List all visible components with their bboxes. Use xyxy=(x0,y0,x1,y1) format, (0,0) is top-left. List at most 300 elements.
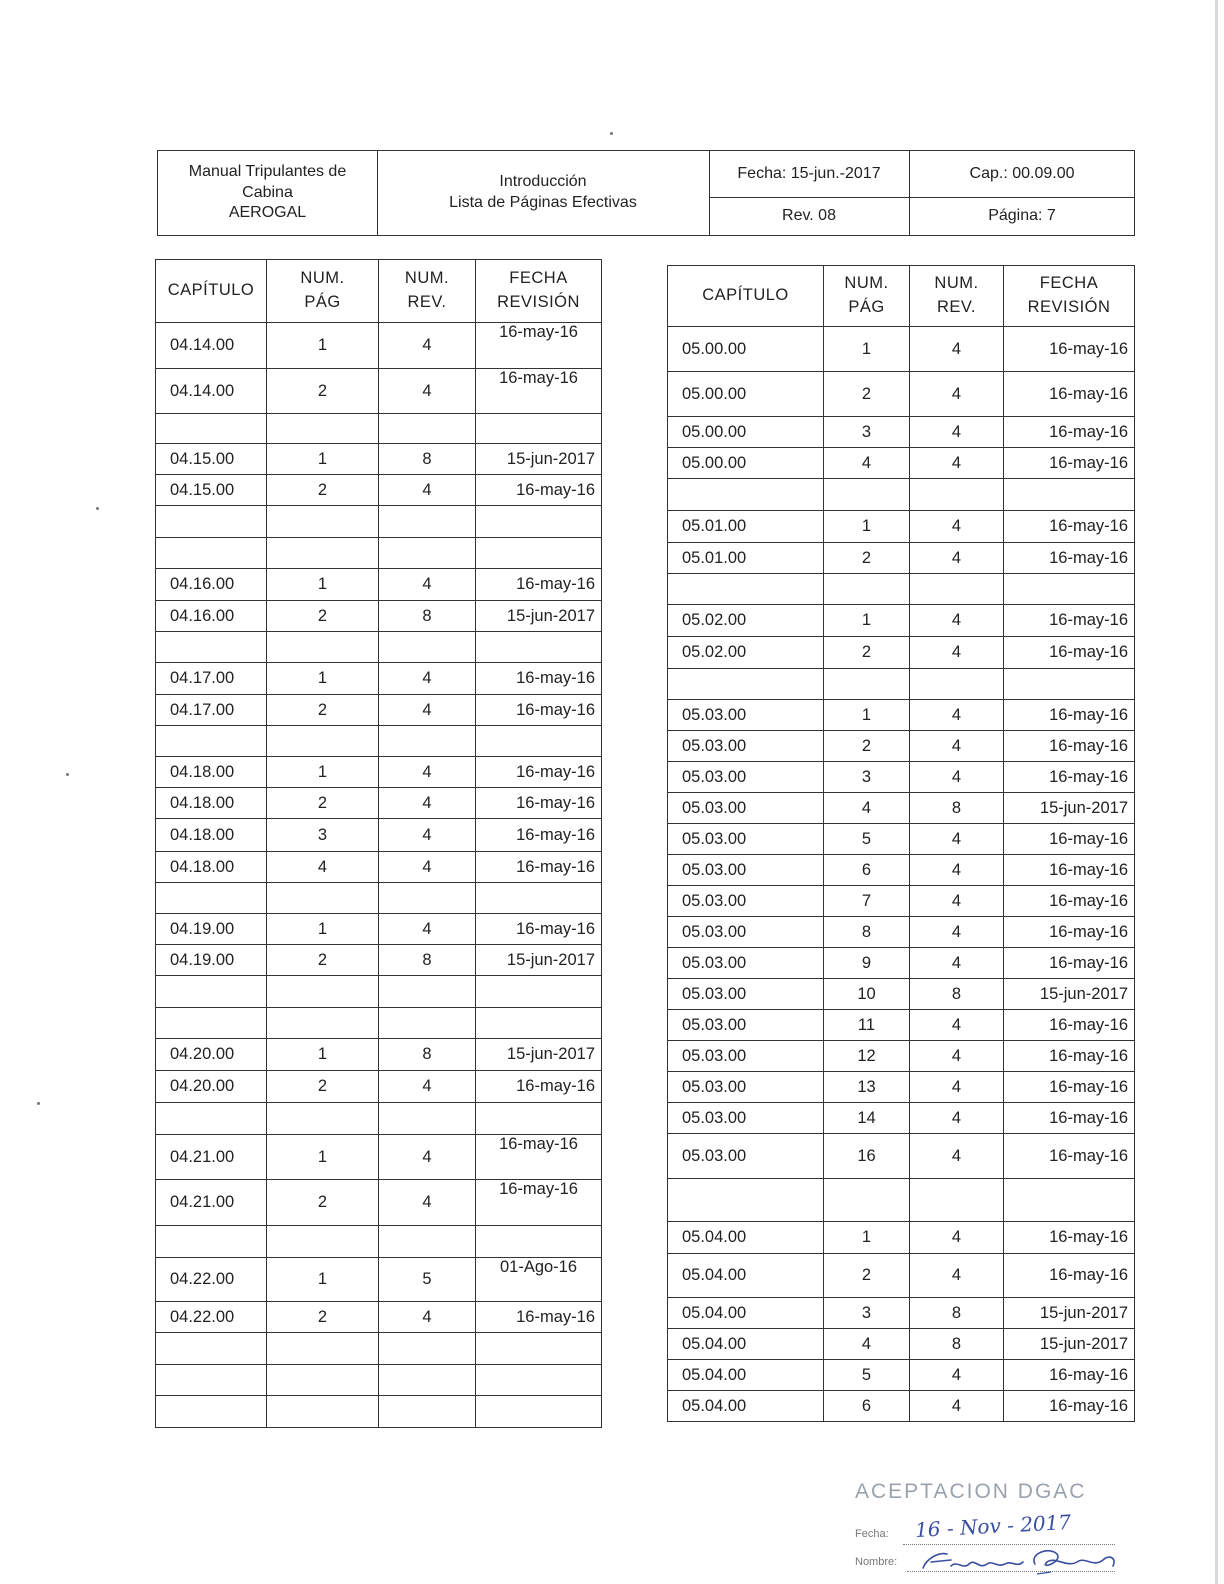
dgac-acceptance-stamp xyxy=(855,1480,1125,1580)
num-pag-cell xyxy=(267,506,379,538)
fecha-revision-cell: 16-may-16 xyxy=(476,1180,602,1226)
capitulo-cell: 04.19.00 xyxy=(156,945,267,976)
num-rev-cell xyxy=(379,1333,476,1365)
capitulo-cell xyxy=(668,669,824,700)
capitulo-cell: 05.04.00 xyxy=(668,1329,824,1360)
column-header-label: NUM. xyxy=(844,274,889,293)
scan-speck xyxy=(96,507,99,510)
capitulo-cell: 05.04.00 xyxy=(668,1254,824,1298)
num-pag-cell: 2 xyxy=(267,1180,379,1226)
table-row xyxy=(156,883,602,914)
column-header-label: REV. xyxy=(407,293,447,311)
num-pag-cell: 3 xyxy=(824,417,910,448)
num-rev-cell: 4 xyxy=(910,1360,1004,1391)
column-header-fecha-revision xyxy=(476,260,602,323)
num-rev-cell: 5 xyxy=(379,1258,476,1302)
capitulo-cell: 05.03.00 xyxy=(668,1072,824,1103)
num-pag-cell: 10 xyxy=(824,979,910,1010)
scan-speck xyxy=(37,1102,40,1105)
column-header-label: REVISIÓN xyxy=(1027,298,1111,316)
capitulo-cell: 05.04.00 xyxy=(668,1360,824,1391)
capitulo-cell xyxy=(156,1365,267,1396)
fecha-revision-cell: 16-may-16 xyxy=(1004,327,1135,372)
capitulo-cell xyxy=(156,1396,267,1428)
capitulo-cell: 05.03.00 xyxy=(668,762,824,793)
capitulo-cell xyxy=(156,538,267,569)
table-row xyxy=(156,663,602,695)
fecha-revision-cell xyxy=(476,1008,602,1039)
num-pag-cell: 4 xyxy=(824,793,910,824)
fecha-revision-cell: 16-may-16 xyxy=(476,1071,602,1103)
num-pag-cell xyxy=(267,1333,379,1365)
table-row xyxy=(668,700,1135,731)
table-row xyxy=(668,855,1135,886)
num-rev-cell xyxy=(379,538,476,569)
capitulo-cell: 04.18.00 xyxy=(156,788,267,819)
table-row xyxy=(156,475,602,506)
capitulo-cell: 04.22.00 xyxy=(156,1258,267,1302)
capitulo-cell: 04.16.00 xyxy=(156,601,267,632)
column-header-capitulo xyxy=(668,266,824,327)
capitulo-cell: 04.21.00 xyxy=(156,1135,267,1180)
num-pag-cell xyxy=(267,726,379,757)
num-rev-cell: 4 xyxy=(379,369,476,414)
table-row xyxy=(668,1329,1135,1360)
num-pag-cell: 2 xyxy=(824,372,910,417)
num-pag-cell: 2 xyxy=(824,1254,910,1298)
num-rev-cell: 4 xyxy=(379,569,476,601)
stamp-date-label: Fecha: xyxy=(855,1528,889,1540)
capitulo-cell: 04.18.00 xyxy=(156,852,267,883)
num-rev-cell xyxy=(379,726,476,757)
num-pag-cell xyxy=(267,1008,379,1039)
fecha-revision-cell: 16-may-16 xyxy=(1004,1222,1135,1254)
table-row xyxy=(156,323,602,369)
num-rev-cell: 4 xyxy=(910,1222,1004,1254)
column-header-fecha-revision xyxy=(1004,266,1135,327)
table-row xyxy=(156,1135,602,1180)
num-rev-cell: 4 xyxy=(910,605,1004,637)
num-rev-cell: 4 xyxy=(910,1103,1004,1134)
capitulo-cell: 04.16.00 xyxy=(156,569,267,601)
fecha-revision-cell: 16-may-16 xyxy=(1004,605,1135,637)
capitulo-cell xyxy=(156,506,267,538)
num-rev-cell: 4 xyxy=(379,475,476,506)
num-rev-cell xyxy=(379,414,476,444)
scan-edge xyxy=(1215,0,1218,1584)
capitulo-cell: 05.00.00 xyxy=(668,448,824,479)
table-row xyxy=(156,1302,602,1333)
fecha-revision-cell: 16-may-16 xyxy=(1004,1254,1135,1298)
table-row xyxy=(156,788,602,819)
table-row xyxy=(668,948,1135,979)
table-row xyxy=(156,444,602,475)
fecha-revision-cell: 16-may-16 xyxy=(1004,855,1135,886)
table-row xyxy=(156,1103,602,1135)
table-row xyxy=(156,1333,602,1365)
fecha-revision-cell: 15-jun-2017 xyxy=(476,444,602,475)
capitulo-cell: 05.01.00 xyxy=(668,543,824,574)
fecha-revision-cell: 16-may-16 xyxy=(476,852,602,883)
num-rev-cell: 8 xyxy=(910,979,1004,1010)
fecha-revision-cell xyxy=(476,538,602,569)
num-rev-cell: 4 xyxy=(910,886,1004,917)
fecha-revision-cell: 16-may-16 xyxy=(476,369,602,414)
num-pag-cell: 1 xyxy=(267,323,379,369)
num-rev-cell: 4 xyxy=(910,948,1004,979)
capitulo-cell: 04.17.00 xyxy=(156,695,267,726)
capitulo-cell: 05.03.00 xyxy=(668,1103,824,1134)
fecha-revision-cell: 16-may-16 xyxy=(1004,637,1135,669)
capitulo-cell: 05.02.00 xyxy=(668,637,824,669)
fecha-revision-cell xyxy=(1004,1179,1135,1222)
column-header-label: NUM. xyxy=(300,269,345,288)
table-row xyxy=(156,819,602,852)
num-pag-cell: 1 xyxy=(824,511,910,543)
num-pag-cell: 1 xyxy=(267,757,379,788)
fecha-revision-cell xyxy=(476,1333,602,1365)
table-row xyxy=(156,852,602,883)
table-row xyxy=(668,1222,1135,1254)
header-chapter: Cap.: 00.09.00 xyxy=(969,164,1075,182)
table-row xyxy=(668,1041,1135,1072)
effective-pages-table-left xyxy=(155,259,602,1428)
table-row xyxy=(156,1226,602,1258)
fecha-revision-cell: 16-may-16 xyxy=(476,695,602,726)
table-row xyxy=(668,824,1135,855)
num-pag-cell: 2 xyxy=(267,788,379,819)
document-header xyxy=(157,150,1135,236)
num-pag-cell xyxy=(267,538,379,569)
table-row xyxy=(668,1391,1135,1422)
num-pag-cell xyxy=(267,1396,379,1428)
scan-speck xyxy=(610,132,613,135)
fecha-revision-cell: 15-jun-2017 xyxy=(1004,1298,1135,1329)
num-pag-cell: 2 xyxy=(267,601,379,632)
num-pag-cell: 2 xyxy=(824,731,910,762)
num-rev-cell: 4 xyxy=(379,788,476,819)
column-header-num-rev xyxy=(910,266,1004,327)
fecha-revision-cell: 16-may-16 xyxy=(476,569,602,601)
capitulo-cell: 05.03.00 xyxy=(668,731,824,762)
num-pag-cell: 1 xyxy=(267,569,379,601)
capitulo-cell xyxy=(668,479,824,511)
capitulo-cell xyxy=(156,414,267,444)
column-header-label: NUM. xyxy=(934,274,979,293)
num-pag-cell: 2 xyxy=(267,1071,379,1103)
num-rev-cell: 4 xyxy=(379,1302,476,1333)
fecha-revision-cell: 16-may-16 xyxy=(476,788,602,819)
capitulo-cell: 04.20.00 xyxy=(156,1071,267,1103)
table-row xyxy=(156,538,602,569)
num-rev-cell: 4 xyxy=(910,762,1004,793)
table-row xyxy=(156,632,602,663)
column-header-label: FECHA xyxy=(1039,274,1099,293)
manual-title-line: Cabina xyxy=(242,183,293,201)
num-rev-cell: 4 xyxy=(910,448,1004,479)
column-header-label: CAPÍTULO xyxy=(167,281,255,300)
num-pag-cell xyxy=(267,1226,379,1258)
capitulo-cell: 05.00.00 xyxy=(668,327,824,372)
num-pag-cell xyxy=(824,479,910,511)
num-pag-cell: 8 xyxy=(824,917,910,948)
handwritten-date: 16 - Nov - 2017 xyxy=(914,1509,1072,1543)
table-row xyxy=(668,543,1135,574)
table-row xyxy=(668,417,1135,448)
capitulo-cell xyxy=(156,883,267,914)
table-row xyxy=(156,506,602,538)
fecha-revision-cell: 15-jun-2017 xyxy=(1004,793,1135,824)
fecha-revision-cell: 15-jun-2017 xyxy=(476,601,602,632)
table-row xyxy=(668,574,1135,605)
num-pag-cell: 2 xyxy=(267,369,379,414)
table-row xyxy=(156,1258,602,1302)
column-header-num-pag xyxy=(267,260,379,323)
num-pag-cell: 1 xyxy=(267,1039,379,1071)
capitulo-cell xyxy=(156,726,267,757)
num-rev-cell xyxy=(379,1008,476,1039)
num-rev-cell: 4 xyxy=(910,637,1004,669)
table-row xyxy=(668,979,1135,1010)
num-pag-cell: 1 xyxy=(267,1258,379,1302)
num-pag-cell: 2 xyxy=(267,945,379,976)
capitulo-cell xyxy=(156,1103,267,1135)
fecha-revision-cell: 15-jun-2017 xyxy=(1004,979,1135,1010)
num-rev-cell: 4 xyxy=(910,855,1004,886)
num-rev-cell: 4 xyxy=(910,511,1004,543)
fecha-revision-cell: 16-may-16 xyxy=(476,914,602,945)
table-row xyxy=(668,511,1135,543)
num-rev-cell xyxy=(379,1103,476,1135)
num-pag-cell: 4 xyxy=(267,852,379,883)
table-row xyxy=(156,1008,602,1039)
table-row xyxy=(668,669,1135,700)
capitulo-cell: 04.18.00 xyxy=(156,757,267,788)
table-row xyxy=(668,1134,1135,1179)
fecha-revision-cell: 16-may-16 xyxy=(476,475,602,506)
num-pag-cell: 4 xyxy=(824,448,910,479)
num-rev-cell xyxy=(910,1179,1004,1222)
table-row xyxy=(668,479,1135,511)
airline-name: AEROGAL xyxy=(228,204,307,222)
stamp-title: ACEPTACION DGAC xyxy=(855,1480,1087,1503)
fecha-revision-cell: 16-may-16 xyxy=(1004,417,1135,448)
num-rev-cell: 4 xyxy=(379,1071,476,1103)
fecha-revision-cell xyxy=(476,726,602,757)
num-rev-cell: 4 xyxy=(379,695,476,726)
capitulo-cell: 04.17.00 xyxy=(156,663,267,695)
num-rev-cell: 4 xyxy=(910,1254,1004,1298)
fecha-revision-cell: 16-may-16 xyxy=(1004,1391,1135,1422)
fecha-revision-cell: 16-may-16 xyxy=(1004,824,1135,855)
section-title xyxy=(377,151,709,235)
capitulo-cell: 04.15.00 xyxy=(156,444,267,475)
capitulo-cell xyxy=(156,1226,267,1258)
fecha-revision-cell: 16-may-16 xyxy=(1004,917,1135,948)
num-pag-cell xyxy=(267,632,379,663)
fecha-revision-cell: 16-may-16 xyxy=(476,819,602,852)
table-header-row xyxy=(156,260,602,323)
num-pag-cell xyxy=(824,574,910,605)
num-rev-cell xyxy=(379,976,476,1008)
manual-title-line: Manual Tripulantes de xyxy=(188,162,347,180)
num-rev-cell xyxy=(379,632,476,663)
capitulo-cell: 04.18.00 xyxy=(156,819,267,852)
num-pag-cell: 7 xyxy=(824,886,910,917)
num-rev-cell: 4 xyxy=(910,824,1004,855)
capitulo-cell: 05.03.00 xyxy=(668,1134,824,1179)
num-pag-cell: 1 xyxy=(267,914,379,945)
num-rev-cell: 4 xyxy=(910,1391,1004,1422)
num-pag-cell xyxy=(267,883,379,914)
capitulo-cell: 05.03.00 xyxy=(668,917,824,948)
column-header-num-pag xyxy=(824,266,910,327)
table-row xyxy=(156,1365,602,1396)
fecha-revision-cell: 16-may-16 xyxy=(1004,1072,1135,1103)
num-pag-cell: 11 xyxy=(824,1010,910,1041)
capitulo-cell xyxy=(156,632,267,663)
fecha-revision-cell xyxy=(476,1226,602,1258)
num-pag-cell: 1 xyxy=(267,1135,379,1180)
column-header-label: CAPÍTULO xyxy=(702,286,789,305)
table-row xyxy=(668,1072,1135,1103)
capitulo-cell: 04.22.00 xyxy=(156,1302,267,1333)
fecha-revision-cell: 16-may-16 xyxy=(1004,1010,1135,1041)
fecha-revision-cell: 16-may-16 xyxy=(1004,762,1135,793)
fecha-revision-cell: 16-may-16 xyxy=(476,1302,602,1333)
section-title-line: Introducción xyxy=(499,173,587,191)
handwritten-signature xyxy=(917,1540,1127,1580)
fecha-revision-cell xyxy=(1004,479,1135,511)
capitulo-cell: 05.03.00 xyxy=(668,948,824,979)
fecha-revision-cell: 16-may-16 xyxy=(1004,448,1135,479)
num-pag-cell: 1 xyxy=(824,700,910,731)
num-rev-cell: 4 xyxy=(910,543,1004,574)
num-rev-cell: 4 xyxy=(910,327,1004,372)
fecha-revision-cell xyxy=(1004,574,1135,605)
table-row xyxy=(668,1010,1135,1041)
column-header-label: PÁG xyxy=(304,293,341,311)
fecha-revision-cell: 15-jun-2017 xyxy=(476,1039,602,1071)
num-pag-cell: 5 xyxy=(824,1360,910,1391)
fecha-revision-cell: 15-jun-2017 xyxy=(1004,1329,1135,1360)
num-pag-cell xyxy=(267,414,379,444)
num-rev-cell: 4 xyxy=(379,1180,476,1226)
fecha-revision-cell: 16-may-16 xyxy=(1004,1041,1135,1072)
num-pag-cell: 3 xyxy=(824,1298,910,1329)
num-rev-cell: 8 xyxy=(910,1298,1004,1329)
num-pag-cell xyxy=(824,1179,910,1222)
capitulo-cell: 05.04.00 xyxy=(668,1391,824,1422)
table-row xyxy=(668,1254,1135,1298)
capitulo-cell: 05.03.00 xyxy=(668,1010,824,1041)
table-row xyxy=(668,793,1135,824)
num-pag-cell: 2 xyxy=(824,543,910,574)
capitulo-cell: 04.20.00 xyxy=(156,1039,267,1071)
header-revision: Rev. 08 xyxy=(782,206,836,224)
table-row xyxy=(156,1180,602,1226)
fecha-revision-cell: 16-may-16 xyxy=(476,757,602,788)
fecha-revision-cell: 16-may-16 xyxy=(1004,700,1135,731)
capitulo-cell: 05.03.00 xyxy=(668,824,824,855)
num-pag-cell: 13 xyxy=(824,1072,910,1103)
num-rev-cell xyxy=(379,1226,476,1258)
num-rev-cell: 4 xyxy=(379,1135,476,1180)
num-pag-cell xyxy=(267,1365,379,1396)
fecha-revision-cell: 16-may-16 xyxy=(476,323,602,369)
table-row xyxy=(668,731,1135,762)
table-row xyxy=(156,601,602,632)
num-rev-cell xyxy=(910,479,1004,511)
num-pag-cell: 3 xyxy=(824,762,910,793)
fecha-revision-cell: 01-Ago-16 xyxy=(476,1258,602,1302)
capitulo-cell xyxy=(668,1179,824,1222)
num-pag-cell: 1 xyxy=(267,663,379,695)
fecha-revision-cell xyxy=(476,1396,602,1428)
num-pag-cell: 2 xyxy=(824,637,910,669)
fecha-revision-cell: 16-may-16 xyxy=(1004,731,1135,762)
stamp-name-label: Nombre: xyxy=(855,1556,898,1568)
num-pag-cell: 1 xyxy=(824,605,910,637)
num-pag-cell: 5 xyxy=(824,824,910,855)
capitulo-cell: 05.03.00 xyxy=(668,793,824,824)
table-row xyxy=(668,327,1135,372)
fecha-revision-cell xyxy=(476,1365,602,1396)
table-row xyxy=(156,914,602,945)
num-rev-cell: 4 xyxy=(910,1072,1004,1103)
num-pag-cell: 16 xyxy=(824,1134,910,1179)
num-rev-cell: 8 xyxy=(910,793,1004,824)
num-pag-cell: 3 xyxy=(267,819,379,852)
table-row xyxy=(668,1360,1135,1391)
num-rev-cell: 4 xyxy=(910,417,1004,448)
table-row xyxy=(668,1179,1135,1222)
num-pag-cell: 2 xyxy=(267,1302,379,1333)
num-pag-cell: 6 xyxy=(824,1391,910,1422)
num-pag-cell: 6 xyxy=(824,855,910,886)
num-rev-cell xyxy=(379,506,476,538)
capitulo-cell xyxy=(156,976,267,1008)
num-rev-cell: 8 xyxy=(379,1039,476,1071)
column-header-num-rev xyxy=(379,260,476,323)
table-row xyxy=(668,448,1135,479)
table-row xyxy=(156,414,602,444)
table-row xyxy=(156,569,602,601)
fecha-revision-cell xyxy=(476,632,602,663)
header-page-number: Página: 7 xyxy=(988,206,1056,224)
num-rev-cell: 4 xyxy=(379,819,476,852)
column-header-label: FECHA xyxy=(509,269,568,288)
table-row xyxy=(668,762,1135,793)
fecha-revision-cell: 16-may-16 xyxy=(1004,1103,1135,1134)
table-row xyxy=(156,1039,602,1071)
table-row xyxy=(156,1071,602,1103)
effective-pages-table-right xyxy=(667,265,1135,1422)
table-row xyxy=(668,605,1135,637)
table-row xyxy=(156,976,602,1008)
capitulo-cell xyxy=(156,1008,267,1039)
num-rev-cell: 8 xyxy=(910,1329,1004,1360)
num-rev-cell xyxy=(379,1396,476,1428)
num-rev-cell: 4 xyxy=(910,731,1004,762)
num-rev-cell xyxy=(910,669,1004,700)
fecha-revision-cell: 16-may-16 xyxy=(1004,886,1135,917)
capitulo-cell: 05.03.00 xyxy=(668,979,824,1010)
scan-speck xyxy=(66,773,69,776)
fecha-revision-cell: 16-may-16 xyxy=(476,1135,602,1180)
capitulo-cell xyxy=(668,574,824,605)
fecha-revision-cell: 16-may-16 xyxy=(1004,948,1135,979)
